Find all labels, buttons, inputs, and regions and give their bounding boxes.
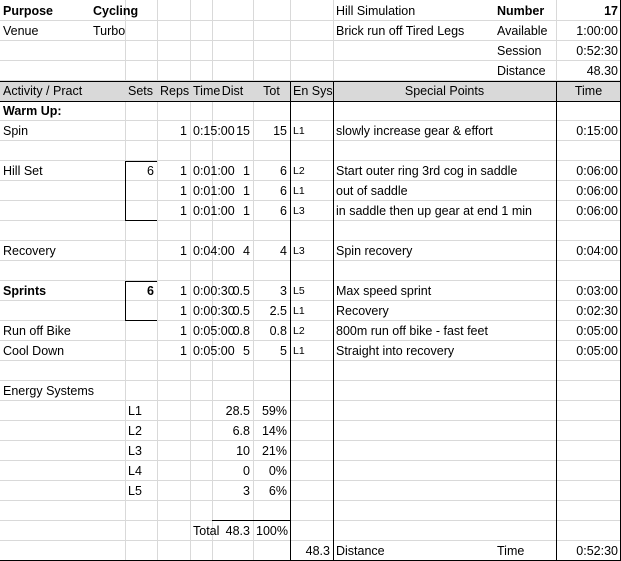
reps-value: 1 <box>180 164 187 178</box>
time-value: 0:01:00 <box>193 184 235 198</box>
dist-value: 1 <box>243 204 250 218</box>
time-value: 0:00:30 <box>193 284 235 298</box>
footer-time-label: Time <box>497 544 525 558</box>
sets-value <box>128 141 154 161</box>
venue-label: Venue <box>3 24 39 38</box>
time-total-value: 0:06:00 <box>576 184 618 198</box>
reps-value <box>160 221 187 241</box>
sets-value <box>128 261 154 281</box>
sets-value: 6 <box>147 164 154 178</box>
tot-value <box>256 221 287 241</box>
border-special-left <box>333 81 334 561</box>
reps-value: 1 <box>180 304 187 318</box>
activity-name: Warm Up: <box>3 104 62 118</box>
footer-distance-label: Distance <box>336 544 385 558</box>
reps-value: 1 <box>180 324 187 338</box>
col-header-reps: Reps <box>160 84 190 98</box>
total-pct: 100% <box>256 524 288 538</box>
tot-value: 5 <box>280 344 287 358</box>
tot-value: 15 <box>273 124 287 138</box>
time-total-value <box>559 261 618 281</box>
dist-value: 0.8 <box>232 324 250 338</box>
col-header-time-total: Time <box>574 84 603 98</box>
sets-value <box>128 121 154 141</box>
session-value: 0:52:30 <box>576 44 618 58</box>
energy-dist: 10 <box>236 444 250 458</box>
sets-value <box>128 241 154 261</box>
tot-value: 3 <box>280 284 287 298</box>
dist-value: 0.5 <box>232 304 250 318</box>
col-header-ensys: En Sys <box>293 84 333 98</box>
reps-value: 1 <box>180 344 187 358</box>
ensys-value: L3 <box>293 245 305 257</box>
energy-dist: 28.5 <box>225 404 250 418</box>
session-label: Session <box>497 44 542 58</box>
footer-tot: 48.3 <box>305 544 330 558</box>
activity-name: Recovery <box>3 244 56 258</box>
ensys-value <box>293 101 330 121</box>
reps-value: 1 <box>180 124 187 138</box>
reps-value: 1 <box>180 184 187 198</box>
sets-value <box>128 321 154 341</box>
distance-value: 48.30 <box>586 64 618 78</box>
ensys-value: L5 <box>293 285 305 297</box>
ensys-value: L2 <box>293 325 305 337</box>
energy-pct: 0% <box>268 464 287 478</box>
special-points-text: in saddle then up gear at end 1 min <box>336 204 532 218</box>
col-header-special-points: Special Points <box>404 84 485 98</box>
time-value <box>193 101 213 121</box>
energy-level: L3 <box>128 444 142 458</box>
time-total-value: 0:02:30 <box>576 304 618 318</box>
border-ensys-left <box>290 81 291 561</box>
purpose-value: Cycling <box>93 4 139 18</box>
time-total-value: 0:06:00 <box>576 204 618 218</box>
sets-value <box>128 201 154 221</box>
gridline-horizontal <box>0 500 621 501</box>
sets-value <box>128 101 154 121</box>
dist-value <box>215 221 250 241</box>
total-label: Total <box>193 524 220 538</box>
tot-value: 6 <box>280 164 287 178</box>
gridline-horizontal <box>0 480 621 481</box>
time-total-value: 0:06:00 <box>576 164 618 178</box>
time-value <box>193 141 213 161</box>
venue-value: Turbo <box>93 24 126 38</box>
dist-value: 1 <box>243 184 250 198</box>
ensys-value: L2 <box>293 165 305 177</box>
time-total-value: 0:15:00 <box>576 124 618 138</box>
available-label: Available <box>497 24 548 38</box>
reps-value: 1 <box>180 244 187 258</box>
dist-value: 4 <box>243 244 250 258</box>
time-total-value: 0:04:00 <box>576 244 618 258</box>
special-points-text: Straight into recovery <box>336 344 455 358</box>
purpose-label: Purpose <box>3 4 54 18</box>
ensys-value: L3 <box>293 205 305 217</box>
time-value: 0:05:00 <box>193 344 235 358</box>
ensys-value: L1 <box>293 125 305 137</box>
footer-time-value: 0:52:30 <box>576 544 618 558</box>
tot-value: 0.8 <box>269 324 287 338</box>
number-value: 17 <box>604 4 618 18</box>
energy-level: L2 <box>128 424 142 438</box>
ensys-value <box>293 221 330 241</box>
reps-value: 1 <box>180 204 187 218</box>
energy-systems-title: Energy Systems <box>3 384 95 398</box>
reps-value <box>160 261 187 281</box>
energy-dist: 0 <box>243 464 250 478</box>
time-value: 0:04:00 <box>193 244 235 258</box>
distance-label: Distance <box>497 64 546 78</box>
energy-pct: 21% <box>261 444 287 458</box>
reps-value: 1 <box>180 284 187 298</box>
sets-value: 6 <box>147 284 154 298</box>
special-points-text: Recovery <box>336 304 389 318</box>
tot-value <box>256 261 287 281</box>
activity-name: Cool Down <box>3 344 65 358</box>
sets-value <box>128 341 154 361</box>
tot-value <box>256 141 287 161</box>
time-total-value <box>559 221 618 241</box>
dist-value <box>215 101 250 121</box>
special-points-text <box>336 141 553 161</box>
energy-level: L5 <box>128 484 142 498</box>
available-value: 1:00:00 <box>576 24 618 38</box>
energy-pct: 6% <box>268 484 287 498</box>
special-points-text <box>336 261 553 281</box>
time-total-value <box>559 101 618 121</box>
energy-dist: 3 <box>243 484 250 498</box>
time-total-value: 0:03:00 <box>576 284 618 298</box>
ensys-value: L1 <box>293 345 305 357</box>
sets-value <box>128 221 154 241</box>
reps-value <box>160 101 187 121</box>
ensys-value: L1 <box>293 305 305 317</box>
dist-value: 0.5 <box>232 284 250 298</box>
ensys-value <box>293 261 330 281</box>
time-value: 0:15:00 <box>193 124 235 138</box>
time-total-value: 0:05:00 <box>576 324 618 338</box>
col-header-tot: Tot <box>263 84 280 98</box>
time-value: 0:01:00 <box>193 164 235 178</box>
activity-name: Hill Set <box>3 164 43 178</box>
energy-level: L4 <box>128 464 142 478</box>
sets-value <box>128 301 154 321</box>
special-points-text <box>336 101 553 121</box>
col-header-sets: Sets <box>128 84 154 98</box>
special-points-text: out of saddle <box>336 184 408 198</box>
special-points-text: Max speed sprint <box>336 284 432 298</box>
special-points-text: 800m run off bike - fast feet <box>336 324 488 338</box>
gridline-horizontal <box>0 420 621 421</box>
gridline-horizontal <box>0 460 621 461</box>
col-header-activity: Activity / Pract <box>3 84 83 98</box>
time-value: 0:01:00 <box>193 204 235 218</box>
energy-dist: 6.8 <box>232 424 250 438</box>
time-total-value <box>559 141 618 161</box>
time-value: 0:00:30 <box>193 304 235 318</box>
reps-value <box>160 141 187 161</box>
sets-value <box>128 181 154 201</box>
energy-level: L1 <box>128 404 142 418</box>
dist-value: 15 <box>236 124 250 138</box>
col-header-time: Time <box>193 84 221 98</box>
activity-name: Spin <box>3 124 29 138</box>
activity-name: Run off Bike <box>3 324 71 338</box>
special-points-text: Spin recovery <box>336 244 413 258</box>
time-value: 0:05:00 <box>193 324 235 338</box>
time-value <box>193 261 213 281</box>
tot-value: 4 <box>280 244 287 258</box>
gridline-horizontal <box>0 440 621 441</box>
ensys-value: L1 <box>293 185 305 197</box>
tot-value: 6 <box>280 204 287 218</box>
session-title: Hill Simulation <box>336 4 416 18</box>
time-value <box>193 221 213 241</box>
tot-value <box>256 101 287 121</box>
activity-name: Sprints <box>3 284 47 298</box>
special-points-text: slowly increase gear & effort <box>336 124 493 138</box>
session-subtitle: Brick run off Tired Legs <box>336 24 465 38</box>
energy-pct: 14% <box>261 424 287 438</box>
dist-value: 1 <box>243 164 250 178</box>
energy-pct: 59% <box>261 404 287 418</box>
total-dist: 48.3 <box>225 524 250 538</box>
special-points-text <box>336 221 553 241</box>
dist-value <box>215 141 250 161</box>
ensys-value <box>293 141 330 161</box>
tot-value: 2.5 <box>269 304 287 318</box>
dist-value: 5 <box>243 344 250 358</box>
gridline-horizontal <box>0 520 621 521</box>
dist-value <box>215 261 250 281</box>
col-header-dist: Dist <box>221 84 244 98</box>
special-points-text: Start outer ring 3rd cog in saddle <box>336 164 518 178</box>
tot-value: 6 <box>280 184 287 198</box>
time-total-value: 0:05:00 <box>576 344 618 358</box>
number-label: Number <box>497 4 545 18</box>
border-time-left <box>556 81 557 561</box>
